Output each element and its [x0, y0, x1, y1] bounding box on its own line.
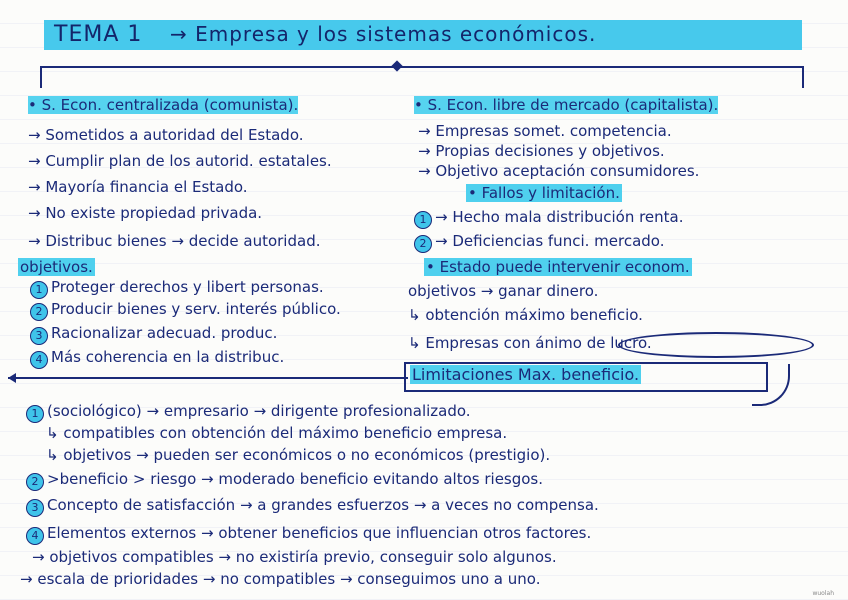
bottom-line-7: → objetivos compatibles → no existiría previo, conseguir solo algunos. [32, 548, 557, 566]
right-item-1: → Empresas somet. competencia. [418, 122, 672, 140]
right-fallos: • Fallos y limitación. [468, 184, 620, 202]
right-fallo-1: 1 → Hecho mala distribución renta. [414, 208, 684, 229]
bottom-line-1: 1 (sociológico) → empresario → dirigente profesionalizado. [26, 402, 471, 423]
right-item-3: → Objetivo aceptación consumidores. [418, 162, 700, 180]
right-item-2: → Propias decisiones y objetivos. [418, 142, 665, 160]
double-arrow-line [8, 377, 408, 379]
title-label: TEMA 1 [54, 22, 143, 47]
left-objective-3: 3 Racionalizar adecuad. produc. [30, 324, 277, 345]
left-item-1: → Sometidos a autoridad del Estado. [28, 126, 304, 144]
bottom-line-8: → escala de prioridades → no compatibles → conseguimos uno a uno. [20, 570, 541, 588]
bottom-line-2: ↳ compatibles con obtención del máximo beneficio empresa. [46, 424, 508, 442]
bottom-line-5: 3 Concepto de satisfacción → a grandes esfuerzos → a veces no compensa. [26, 496, 599, 517]
left-item-4: → No existe propiedad privada. [28, 204, 263, 222]
footer-watermark: wuolah [812, 590, 834, 597]
right-fallo-2: 2 → Deficiencias funci. mercado. [414, 232, 664, 253]
left-objectives-title: objetivos. [20, 258, 93, 276]
right-header: • S. Econ. libre de mercado (capitalista). [414, 96, 719, 114]
limitaciones-title: Limitaciones Max. beneficio. [412, 365, 640, 384]
title-subject: → Empresa y los sistemas económicos. [170, 22, 597, 46]
left-objective-1: 1 Proteger derechos y libert personas. [30, 278, 324, 299]
left-objective-2: 2 Producir bienes y serv. interés público. [30, 300, 341, 321]
left-item-3: → Mayoría financia el Estado. [28, 178, 248, 196]
title-highlight [44, 20, 802, 50]
left-item-5: → Distribuc bienes → decide autoridad. [28, 232, 321, 250]
right-estado: • Estado puede intervenir econom. [426, 258, 690, 276]
right-max-beneficio: ↳ obtención máximo beneficio. [408, 306, 643, 324]
left-item-2: → Cumplir plan de los autorid. estatales. [28, 152, 332, 170]
right-animo-lucro: ↳ Empresas con ánimo de lucro. [408, 334, 652, 352]
left-objective-4: 4 Más coherencia en la distribuc. [30, 348, 284, 369]
bottom-line-6: 4 Elementos externos → obtener beneficios que influencian otros factores. [26, 524, 591, 545]
bottom-line-4: 2 >beneficio > riesgo → moderado beneficio evitando altos riesgos. [26, 470, 543, 491]
left-header: • S. Econ. centralizada (comunista). [28, 96, 299, 114]
bracket-divider [40, 66, 804, 88]
right-objetivos: objetivos → ganar dinero. [408, 282, 599, 300]
animo-lucro-circle [618, 332, 814, 358]
bottom-line-3: ↳ objetivos → pueden ser económicos o no económicos (prestigio). [46, 446, 551, 464]
arrow-head-left [8, 373, 16, 383]
curved-arrow [752, 364, 790, 406]
